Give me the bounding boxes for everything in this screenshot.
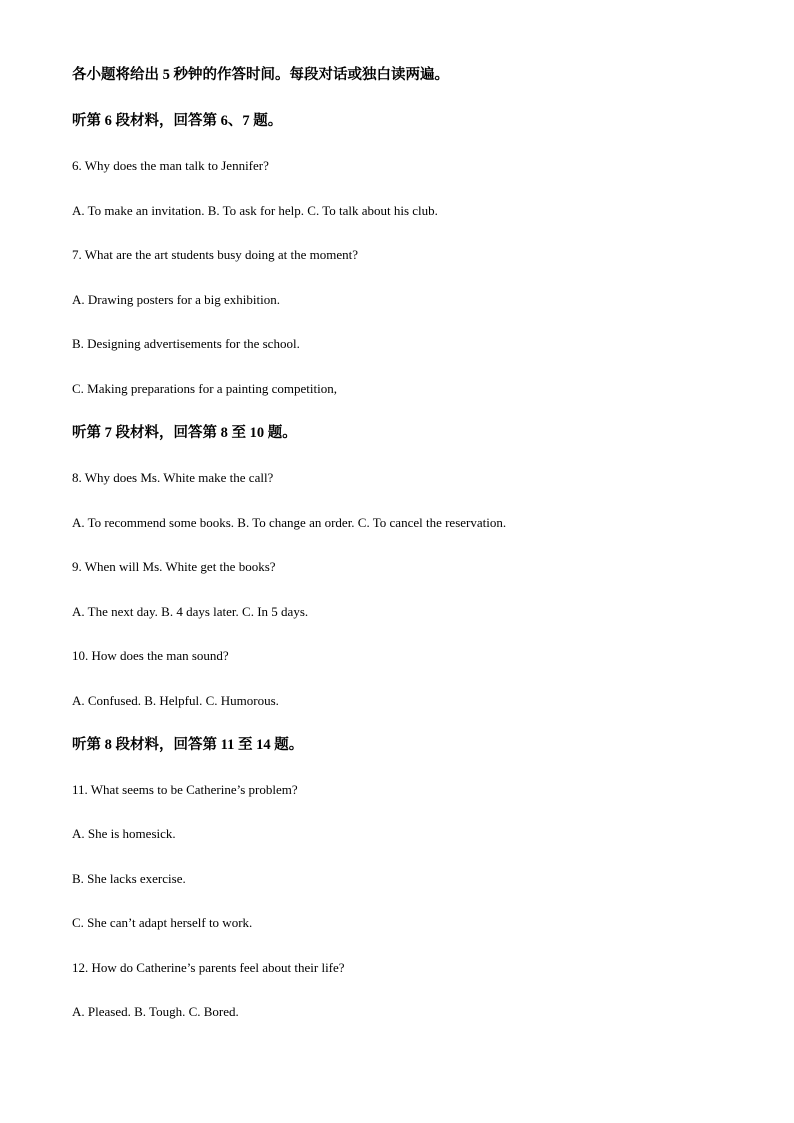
option-7b: B. Designing advertisements for the school.: [72, 336, 300, 351]
question-7: 7. What are the art students busy doing at the moment?: [72, 247, 359, 262]
question-9: 9. When will Ms. White get the books?: [72, 559, 276, 574]
options-10: A. Confused. B. Helpful. C. Humorous.: [72, 693, 279, 708]
question-11: 11. What seems to be Catherine’s problem?: [72, 782, 298, 797]
question-6: 6. Why does the man talk to Jennifer?: [72, 158, 269, 173]
question-8: 8. Why does Ms. White make the call?: [72, 470, 274, 485]
options-8: A. To recommend some books. B. To change an order. C. To cancel the reservation.: [72, 515, 507, 530]
option-11b: B. She lacks exercise.: [72, 871, 186, 886]
options-9: A. The next day. B. 4 days later. C. In 5 days.: [72, 604, 309, 619]
option-7a: A. Drawing posters for a big exhibition.: [72, 292, 280, 307]
section-heading-7: 听第 7 段材料，回答第 8 至 10 题。: [72, 425, 297, 441]
question-12: 12. How do Catherine’s parents feel about their life?: [72, 960, 345, 975]
options-12: A. Pleased. B. Tough. C. Bored.: [72, 1004, 239, 1019]
options-6: A. To make an invitation. B. To ask for help. C. To talk about his club.: [72, 203, 438, 218]
section-heading-8: 听第 8 段材料，回答第 11 至 14 题。: [72, 737, 304, 753]
section-heading-6: 听第 6 段材料，回答第 6、7 题。: [72, 113, 283, 129]
instruction-line: 各小题将给出 5 秒钟的作答时间。每段对话或独白读两遍。: [72, 67, 449, 83]
option-11a: A. She is homesick.: [72, 826, 176, 841]
option-7c: C. Making preparations for a painting competition,: [72, 381, 337, 396]
option-11c: C. She can’t adapt herself to work.: [72, 915, 253, 930]
question-10: 10. How does the man sound?: [72, 648, 229, 663]
